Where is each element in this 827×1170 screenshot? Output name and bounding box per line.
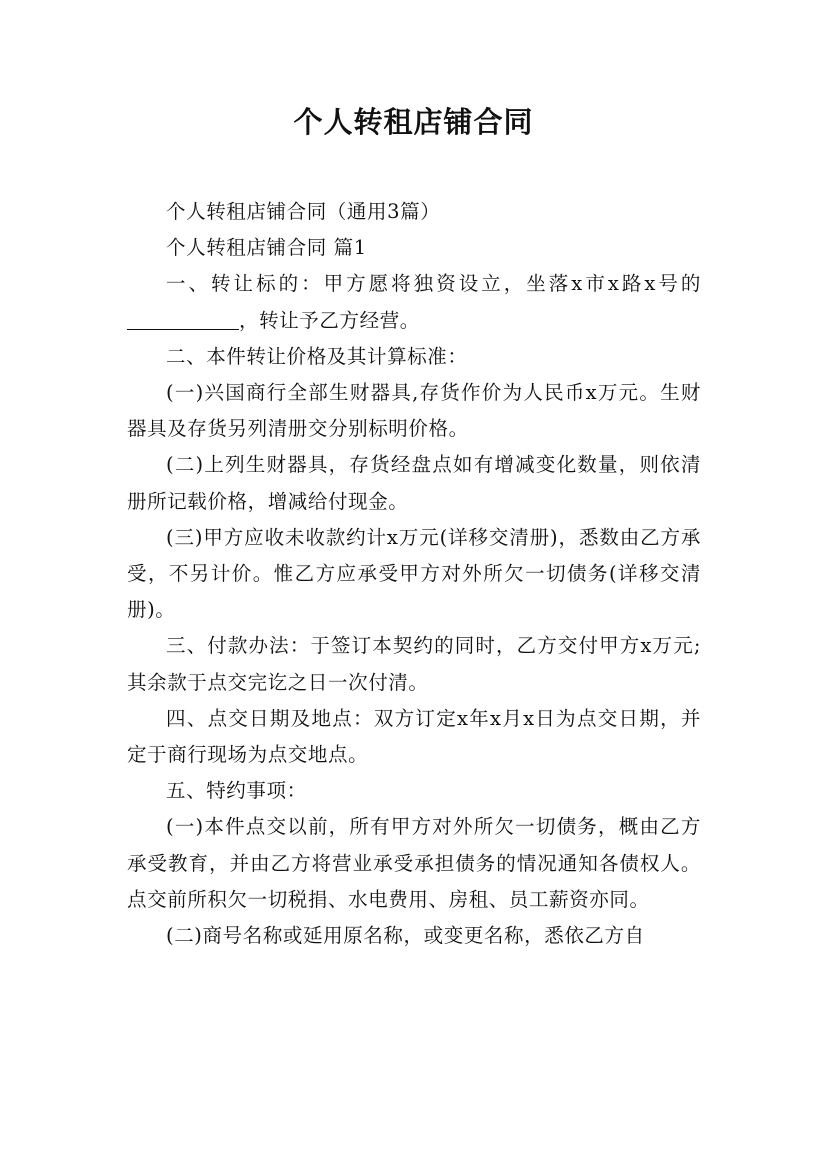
document-title: 个人转租店铺合同: [293, 105, 534, 139]
paragraph-payment-method: 三、付款办法：于签订本契约的同时，乙方交付甲方x万元;其余款于点交完讫之日一次付清。: [127, 634, 701, 694]
paragraph-special-terms: 五、特约事项：: [166, 779, 307, 803]
paragraph-clause-1: (一)兴国商行全部生财器具,存货作价为人民币x万元。生财器具及存货另列清册交分别标明价格。: [127, 381, 701, 441]
paragraph-price-standard: 二、本件转让价格及其计算标准：: [166, 344, 468, 368]
paragraph-special-clause-2: (二)商号名称或延用原名称，或变更名称，悉依乙方自: [166, 924, 645, 948]
paragraph-text: 一、转让标的：甲方愿将独资设立，坐落x市x路x号的: [166, 272, 701, 296]
document-subtitle: 个人转租店铺合同（通用3篇）: [166, 200, 441, 223]
document-body: [127, 194, 701, 954]
paragraph-clause-3: (三)甲方应收未收款约计x万元(详移交清册)，悉数由乙方承受，不另计价。惟乙方应承受甲方对外所欠一切债务(详移交清册)。: [127, 525, 701, 622]
blank-fill-line: [127, 309, 239, 330]
paragraph-clause-2: (二)上列生财器具，存货经盘点如有增减变化数量，则依清册所记载价格，增减给付现金。: [127, 453, 701, 513]
section-heading: 个人转租店铺合同 篇1: [166, 236, 367, 260]
paragraph-delivery-date: 四、点交日期及地点：双方订定x年x月x日为点交日期，并定于商行现场为点交地点。: [127, 706, 701, 767]
paragraph-special-clause-1: (一)本件点交以前，所有甲方对外所欠一切债务，概由乙方承受教育，并由乙方将营业承受承担债务的情况通知各债权人。点交前所积欠一切税捐、水电费用、房租、员工薪资亦同。: [127, 815, 701, 911]
paragraph-text: ，转让予乙方经营。: [239, 308, 420, 332]
paragraph-transfer-subject: [127, 266, 701, 338]
